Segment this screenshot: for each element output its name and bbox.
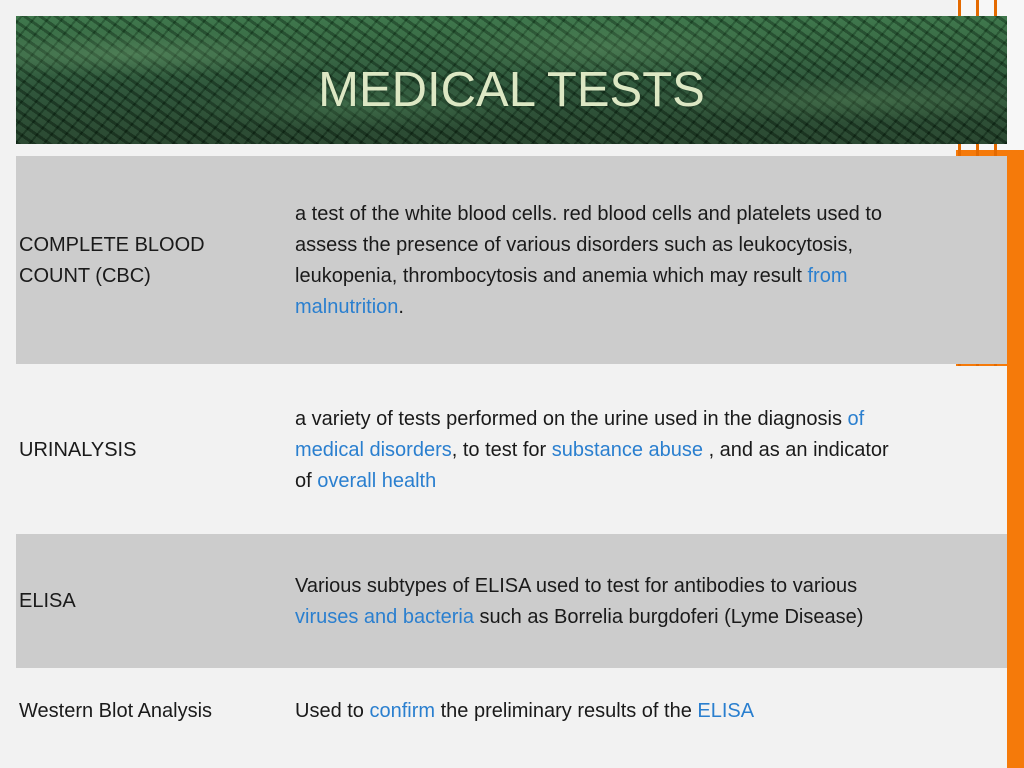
highlight-text: of [847,408,865,430]
test-description: a variety of tests performed on the urine used in the diagnosis of medical disorders, to test for substance abuse , and as an indicator of overall health [295,408,889,492]
highlight-text: confirm [369,700,436,722]
test-name: COMPLETE BLOOD COUNT (CBC) [19,234,205,287]
test-description: Used to confirm the preliminary results of the ELISA [295,700,755,722]
highlight-text: ELISA [697,700,755,722]
title-banner [16,16,1007,144]
test-description: a test of the white blood cells. red blood cells and platelets used to assess the presence of various disorders such as leukocytosis, leukopenia, thrombocytosis and anemia which may result from malnutrition. [295,203,883,318]
highlight-text: viruses and bacteria [295,606,474,628]
highlight-text: malnutrition [295,296,399,318]
slide-title: MEDICAL TESTS [318,63,705,117]
test-name: Western Blot Analysis [19,700,213,722]
test-name: URINALYSIS [19,439,137,461]
test-description: Various subtypes of ELISA used to test for antibodies to various viruses and bacteria such as Borrelia burgdoferi (Lyme Disease) [295,575,864,628]
highlight-text: from [807,265,848,287]
highlight-text: overall health [317,470,437,492]
table-row [16,534,1007,668]
table-row [16,668,1007,768]
test-name: ELISA [19,590,76,612]
table-row [16,156,1007,364]
highlight-text: medical disorders [295,439,452,461]
highlight-text: substance abuse [551,439,704,461]
table-row [16,366,1007,534]
